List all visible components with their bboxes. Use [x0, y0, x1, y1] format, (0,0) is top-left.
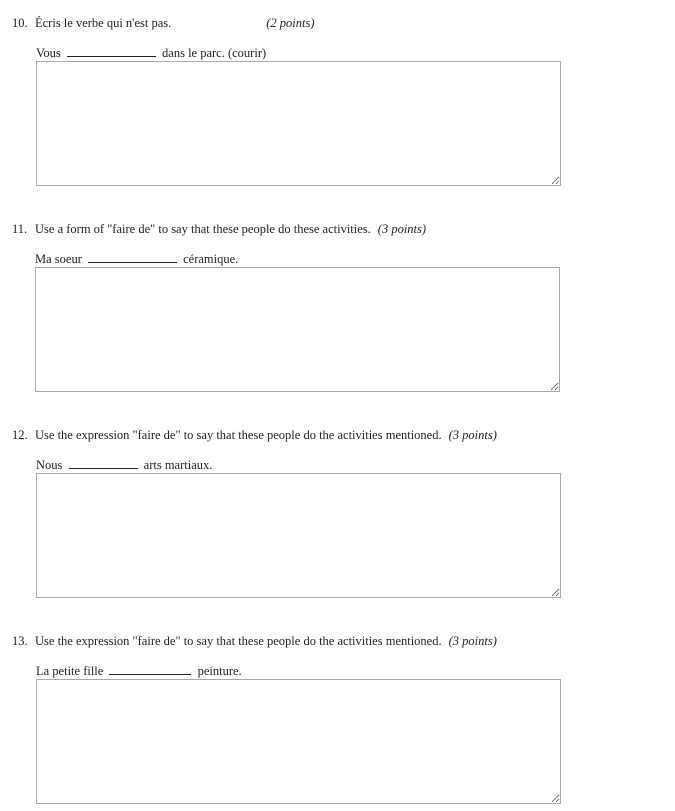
prompt-start: La petite fille [36, 664, 104, 678]
fill-in-blank [109, 663, 191, 675]
question-instruction: Use the expression "faire de" to say that these people do the activities mentioned. [35, 634, 442, 648]
question-instruction: Écris le verbe qui n'est pas. [35, 16, 172, 30]
question-prompt [36, 45, 266, 61]
question-header [12, 221, 426, 237]
question-points: (3 points) [448, 634, 497, 648]
answer-textarea[interactable] [35, 267, 560, 392]
fill-in-blank [88, 251, 177, 263]
question-points: (3 points) [377, 222, 427, 236]
question-points: (2 points) [266, 16, 315, 30]
question-header [12, 633, 497, 649]
answer-textarea[interactable] [36, 61, 561, 186]
fill-in-blank [67, 45, 156, 57]
prompt-end: peinture. [197, 664, 242, 678]
answer-textarea[interactable] [36, 473, 561, 598]
question-number: 10. [12, 16, 28, 30]
question-points: (3 points) [448, 428, 497, 442]
prompt-end: dans le parc. (courir) [162, 46, 267, 60]
question-header [12, 427, 497, 443]
question-instruction: Use the expression "faire de" to say that these people do the activities mentioned. [35, 428, 442, 442]
prompt-end: céramique. [183, 252, 239, 266]
question-number: 12. [12, 428, 28, 442]
question-number: 13. [12, 634, 28, 648]
prompt-start: Vous [36, 46, 61, 60]
question-header [12, 15, 315, 31]
question-prompt [36, 663, 242, 679]
fill-in-blank [69, 457, 138, 469]
question-number: 11. [12, 222, 28, 236]
question-prompt [36, 457, 212, 473]
question-instruction: Use a form of "faire de" to say that these people do these activities. [35, 222, 371, 236]
prompt-start: Nous [36, 458, 63, 472]
question-prompt [35, 251, 238, 267]
prompt-end: arts martiaux. [143, 458, 213, 472]
prompt-start: Ma soeur [35, 252, 82, 266]
answer-textarea[interactable] [36, 679, 561, 804]
